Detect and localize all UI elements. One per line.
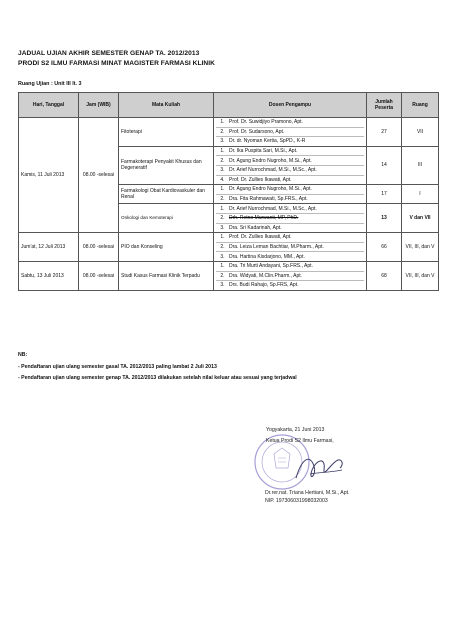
exam-date: Sabtu, 13 Juli 2013 — [19, 261, 79, 290]
column-header-time: Jam (WIB) — [79, 93, 119, 118]
lecturer-list: 1. Prof. Dr. Suwidjiyo Pramono, Apt. 2. Prof. Dr. Sudarsono, Apt. 3. Dr. dr. Nyoman Kertia, SpPD., K-R — [214, 118, 367, 147]
participant-count: 13 — [367, 204, 402, 233]
exam-time: 08.00 -selesai — [79, 261, 119, 290]
room: I — [402, 185, 439, 204]
signatory-nip: NIP. 197306031998032003 — [265, 498, 328, 504]
lecturer-name: Dr. dr. Nyoman Kertia, SpPD., K-R — [229, 138, 306, 145]
lecturer-name: Drs. Budi Rahajo, Sp.FRS, Apt. — [229, 282, 299, 289]
column-header-date: Hari, Tanggal — [19, 93, 79, 118]
room: VII, III, dan V — [402, 261, 439, 290]
course-name: Fitoterapi — [119, 118, 214, 147]
participant-count: 27 — [367, 118, 402, 147]
signature-icon — [290, 448, 350, 486]
lecturer-name: Dra. Leiza Leman Bachtiar, M.Pharm., Apt. — [229, 243, 324, 250]
column-header-lecturers: Dosen Pengampu — [214, 93, 367, 118]
exam-date: Kamis, 11 Juli 2013 — [19, 118, 79, 233]
participant-count: 68 — [367, 261, 402, 290]
lecturer-list: 1. Dr. Arief Nurrochmad, M.Si., M.Sc., Apt. 2. Drh. Retno Murwanti, MP, PhD. 3. Dra. Sri Kadarinah, Apt. — [214, 204, 367, 233]
room: VII — [402, 118, 439, 147]
table-row — [19, 118, 439, 147]
exam-schedule-table — [18, 92, 439, 291]
participant-count: 14 — [367, 146, 402, 184]
lecturer-list: 1. Dr. Agung Endro Nugroho, M.Si., Apt. 2. Dra. Fita Rahmawati, Sp.FRS., Apt. — [214, 185, 367, 204]
lecturer-name: Dra. Fita Rahmawati, Sp.FRS., Apt. — [229, 195, 308, 202]
column-header-participants: Jumlah Peserta — [367, 93, 402, 118]
lecturer-name: Drh. Retno Murwanti, MP, PhD. — [229, 215, 299, 222]
lecturer-name: Prof. Dr. Sudarsono, Apt. — [229, 128, 285, 135]
lecturer-name: Dr. Arief Nurrochmad, M.Si., M.Sc., Apt. — [229, 205, 317, 212]
course-name: Studi Kasus Farmasi Klinik Terpadu — [119, 261, 214, 290]
course-name: Farmakoterapi Penyakit Khusus dan Degeneratif — [119, 146, 214, 184]
lecturer-name: Dra. Hartina Kisdarjono, MM., Apt. — [229, 253, 305, 260]
exam-room-label: Ruang Ujian : Unit III lt. 3 — [18, 81, 82, 87]
exam-date: Jum'at, 12 Juli 2013 — [19, 233, 79, 262]
participant-count: 66 — [367, 233, 402, 262]
table-header-row — [19, 93, 439, 118]
column-header-course: Mata Kuliah — [119, 93, 214, 118]
lecturer-name: Dra. Tri Murti Andayani, Sp.FRS., Apt. — [229, 263, 313, 270]
document-subtitle: PRODI S2 ILMU FARMASI MINAT MAGISTER FARMASI KLINIK — [18, 60, 215, 67]
course-name: PIO dan Konseling — [119, 233, 214, 262]
exam-time: 08.00 -selesai — [79, 233, 119, 262]
table-row — [19, 233, 439, 262]
lecturer-name: Prof. Dr. Zullies Ikawati, Apt. — [229, 176, 292, 183]
signatory-name: Dr.rer.nat. Triana Hertiani, M.Si., Apt. — [265, 490, 350, 496]
exam-time: 08.00 -selesai — [79, 118, 119, 233]
signature-place-date: Yogyakarta, 21 Juni 2013 — [266, 427, 325, 433]
room: VII, III, dan V — [402, 233, 439, 262]
lecturer-name: Dra. Sri Kadarinah, Apt. — [229, 224, 282, 231]
table-row — [19, 261, 439, 290]
course-name: Onkologi dan Kemoterapi — [119, 204, 214, 233]
signature-role: Ketua Prodi S2 Ilmu Farmasi, — [266, 438, 334, 444]
room: III — [402, 146, 439, 184]
note-item: - Pendaftaran ujian ulang semester gasal TA. 2012/2013 paling lambat 2 Juli 2013 — [18, 364, 217, 370]
note-item: - Pendaftaran ujian ulang semester genap TA. 2012/2013 dilakukan setelah nilai keluar atau sesuai yang terjadwal — [18, 375, 297, 381]
lecturer-list: 1. Dr. Ika Puspita Sari, M.Si., Apt. 2. Dr. Agung Endro Nugroho, M.Si., Apt. 3. Dr. Arief Nurrochmad, M.Si., M.Sc., Apt. 4. Prof. Dr. Zullies Ikawati, Apt. — [214, 146, 367, 184]
lecturer-name: Prof. Dr. Suwidjiyo Pramono, Apt. — [229, 119, 303, 126]
lecturer-name: Dr. Agung Endro Nugroho, M.Si., Apt. — [229, 157, 312, 164]
course-name: Farmakologi Obat Kardiovaskuler dan Renal — [119, 185, 214, 204]
document-title: JADUAL UJIAN AKHIR SEMESTER GENAP TA. 2012/2013 — [18, 50, 200, 57]
lecturer-name: Prof. Dr. Zullies Ikawati, Apt. — [229, 234, 292, 241]
lecturer-list: 1. Prof. Dr. Zullies Ikawati, Apt. 2. Dra. Leiza Leman Bachtiar, M.Pharm., Apt. 3. Dra. Hartina Kisdarjono, MM., Apt. — [214, 233, 367, 262]
room: V dan VII — [402, 204, 439, 233]
participant-count: 17 — [367, 185, 402, 204]
column-header-room: Ruang — [402, 93, 439, 118]
lecturer-name: Dr. Agung Endro Nugroho, M.Si., Apt. — [229, 186, 312, 193]
lecturer-name: Dra. Widyati, M.Clin.Pharm., Apt. — [229, 272, 303, 279]
lecturer-list: 1. Dra. Tri Murti Andayani, Sp.FRS., Apt. 2. Dra. Widyati, M.Clin.Pharm., Apt. 3. Drs. Budi Rahajo, Sp.FRS, Apt. — [214, 261, 367, 290]
lecturer-name: Dr. Arief Nurrochmad, M.Si., M.Sc., Apt. — [229, 167, 317, 174]
notes-title: NB: — [18, 352, 28, 358]
lecturer-name: Dr. Ika Puspita Sari, M.Si., Apt. — [229, 147, 298, 154]
